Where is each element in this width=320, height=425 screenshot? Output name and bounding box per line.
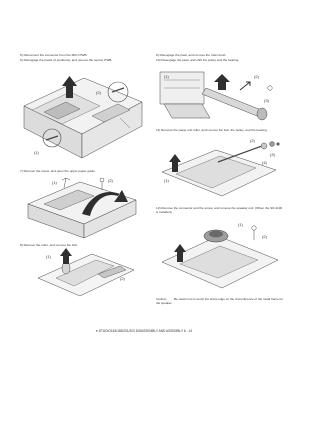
step-10-text: 10) Disengage the pawl, and shift the pulley and the bearing. <box>156 58 240 62</box>
upper-paper-guide-figure <box>24 174 140 240</box>
callout-2: (2) <box>108 178 113 183</box>
sensor-pwb-figure <box>22 66 144 162</box>
step-12-text: 12) Remove the connector and the screw, and remove the speaker unit. (When the SD-1190 is installed) <box>156 206 283 214</box>
callout-1: (1) <box>46 254 51 259</box>
callout-1: (1) <box>34 150 39 155</box>
caution-note <box>156 297 288 305</box>
callout-2: (2) <box>254 74 259 79</box>
callout-2: (2) <box>120 276 125 281</box>
roller-belt-figure <box>36 248 136 300</box>
callout-2: (2) <box>250 138 255 143</box>
page-footer: e-STUDIO163/165/201/203 DISASSEMBLY AND ASSEMBLY 6 - 14 <box>96 329 192 333</box>
callout-4: (4) <box>262 160 267 165</box>
callout-1: (1) <box>164 178 169 183</box>
callout-3: (3) <box>270 152 275 157</box>
step-9-text: 9) Disengage the pawl, and remove the roller knob. <box>156 53 227 57</box>
speaker-unit-figure <box>158 216 282 294</box>
callout-1: (1) <box>164 74 169 79</box>
step-5-text: 5) Disconnect the connector from the MCU PWB. <box>20 53 88 57</box>
callout-2: (2) <box>262 234 267 239</box>
callout-3: (3) <box>264 98 269 103</box>
callout-2: (2) <box>96 90 101 95</box>
paper-exit-roller-figure <box>158 138 282 202</box>
step-6-text: 6) Disengage the pawls (2 positions), and remove the sensor PWB. <box>20 58 113 62</box>
callout-1: (1) <box>52 180 57 185</box>
callout-1: (1) <box>238 222 243 227</box>
caution-text: Be careful not to touch the sharp edge on the circumference of the metal frame for the speaker. <box>156 297 284 305</box>
step-11-text: 11) Remove the paper exit roller, and remove the belt, the pulley, and the bearing. <box>156 128 268 132</box>
step-8-text: 8) Remove the roller, and remove the belt. <box>20 243 78 247</box>
roller-knob-figure <box>158 68 280 128</box>
step-7-text: 7) Remove the screw, and open the upper paper guide. <box>20 169 96 173</box>
caution-label: Caution: <box>156 297 168 301</box>
